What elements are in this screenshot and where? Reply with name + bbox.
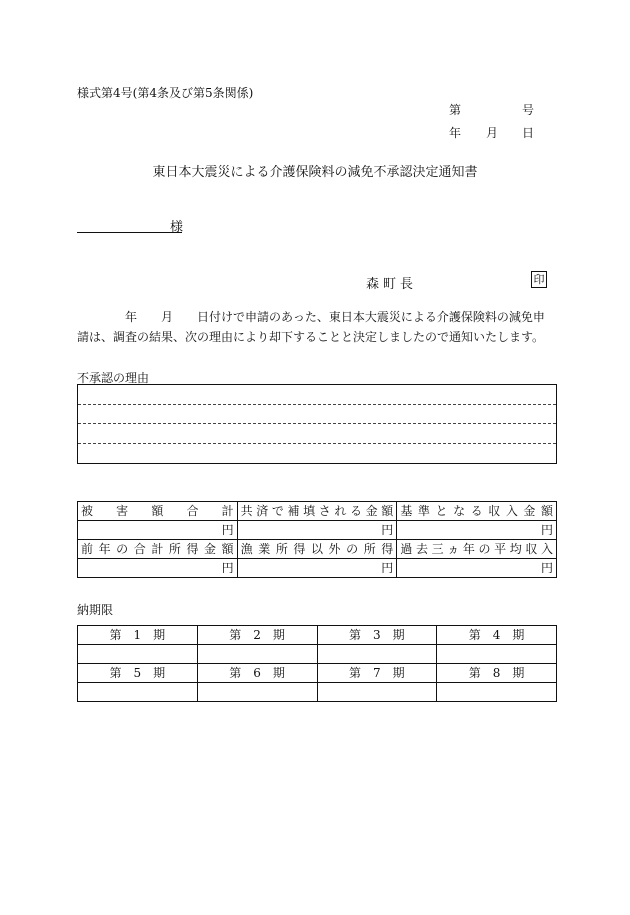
form-number: 様式第4号(第4条及び第5条関係) bbox=[77, 86, 254, 100]
amount-value-row bbox=[78, 559, 557, 578]
body-line-1: 年 月 日付けで申請のあった、東日本大震災による介護保険料の減免申 bbox=[77, 310, 545, 324]
period-6-header: 第 6 期 bbox=[197, 664, 317, 683]
issuer-title: 森町長 bbox=[366, 277, 418, 292]
issue-number-suffix: 号 bbox=[522, 103, 535, 117]
three-year-average-header: 過去三ヵ年の平均収入 bbox=[397, 540, 557, 559]
deadline-header-row bbox=[78, 664, 557, 683]
insurance-compensation-header: 共済で補填される金額 bbox=[237, 502, 397, 521]
period-3-header: 第 3 期 bbox=[317, 626, 437, 645]
reason-line bbox=[78, 443, 556, 444]
insurance-compensation-value[interactable]: 円 bbox=[237, 521, 397, 540]
issue-month-label: 月 bbox=[486, 126, 499, 140]
body-line-2: 請は、調査の結果、次の理由により却下することと決定しましたので通知いたします。 bbox=[77, 330, 545, 344]
period-1-date[interactable] bbox=[78, 645, 198, 664]
amount-header-row bbox=[78, 502, 557, 521]
prior-year-income-value[interactable]: 円 bbox=[78, 559, 238, 578]
seal-mark: 印 bbox=[531, 271, 547, 288]
damage-total-header: 被害額合計 bbox=[78, 502, 238, 521]
reason-line bbox=[78, 423, 556, 424]
addressee-name-line bbox=[77, 232, 182, 233]
non-fishery-income-header: 漁業所得以外の所得 bbox=[237, 540, 397, 559]
period-6-date[interactable] bbox=[197, 683, 317, 702]
body-text bbox=[77, 307, 557, 347]
reason-box[interactable] bbox=[77, 384, 557, 464]
deadline-label: 納期限 bbox=[77, 603, 114, 617]
document-title: 東日本大震災による介護保険料の減免不承認決定通知書 bbox=[152, 165, 478, 180]
period-2-header: 第 2 期 bbox=[197, 626, 317, 645]
period-4-header: 第 4 期 bbox=[437, 626, 557, 645]
base-income-value[interactable]: 円 bbox=[397, 521, 557, 540]
period-8-date[interactable] bbox=[437, 683, 557, 702]
reason-line bbox=[78, 404, 556, 405]
deadline-value-row bbox=[78, 645, 557, 664]
period-7-date[interactable] bbox=[317, 683, 437, 702]
base-income-header: 基準となる収入金額 bbox=[397, 502, 557, 521]
deadline-value-row bbox=[78, 683, 557, 702]
non-fishery-income-value[interactable]: 円 bbox=[237, 559, 397, 578]
issue-day-label: 日 bbox=[522, 126, 535, 140]
period-3-date[interactable] bbox=[317, 645, 437, 664]
period-4-date[interactable] bbox=[437, 645, 557, 664]
period-2-date[interactable] bbox=[197, 645, 317, 664]
period-5-date[interactable] bbox=[78, 683, 198, 702]
amount-header-row bbox=[78, 540, 557, 559]
damage-total-value[interactable]: 円 bbox=[78, 521, 238, 540]
amount-value-row bbox=[78, 521, 557, 540]
period-7-header: 第 7 期 bbox=[317, 664, 437, 683]
period-1-header: 第 1 期 bbox=[78, 626, 198, 645]
reason-label: 不承認の理由 bbox=[77, 371, 150, 385]
deadline-header-row bbox=[78, 626, 557, 645]
deadline-table bbox=[77, 625, 557, 702]
period-8-header: 第 8 期 bbox=[437, 664, 557, 683]
period-5-header: 第 5 期 bbox=[78, 664, 198, 683]
three-year-average-value[interactable]: 円 bbox=[397, 559, 557, 578]
addressee-suffix: 様 bbox=[170, 220, 184, 235]
amount-table bbox=[77, 501, 557, 578]
issue-year-label: 年 bbox=[449, 126, 462, 140]
issue-number-label: 第 bbox=[449, 103, 462, 117]
prior-year-income-header: 前年の合計所得金額 bbox=[78, 540, 238, 559]
